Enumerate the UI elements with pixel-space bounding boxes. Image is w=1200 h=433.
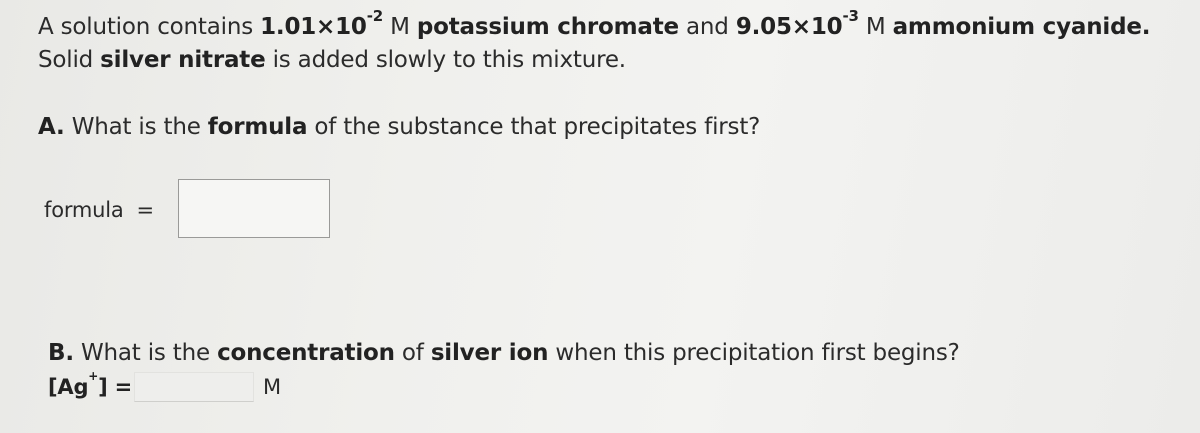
part-b-keyword-2: silver ion — [430, 340, 549, 366]
concentration-2: $9.05\times 10^{-3}$ — [735, 7, 859, 40]
intro-line-2 — [38, 45, 626, 75]
and-text: and — [678, 14, 736, 40]
unit-1: M — [383, 14, 417, 40]
part-a-keyword: formula — [207, 114, 308, 140]
unit-label: M — [263, 375, 281, 399]
formula-label: formula = — [44, 198, 154, 222]
formula-input[interactable] — [178, 179, 330, 238]
added-salt: silver nitrate — [100, 47, 266, 73]
concentration-1: $1.01\times 10^{-2}$ — [260, 7, 384, 40]
salt-1: potassium chromate — [416, 14, 679, 40]
salt-2: ammonium cyanide. — [892, 14, 1151, 40]
unit-2: M — [858, 14, 893, 40]
silver-ion-label: [Ag+] = — [48, 369, 133, 399]
part-a-question: A. What is the formula of the substance that precipitates first? — [38, 114, 761, 140]
part-b-label: B. — [48, 340, 74, 366]
intro-text-2: Solid — [38, 47, 101, 73]
intro-line-1 — [38, 7, 1151, 42]
part-b-question: B. What is the concentration of silver ion when this precipitation first begins? — [48, 340, 960, 366]
part-a-label: A. — [38, 114, 65, 140]
intro-text-3: is added slowly to this mixture. — [265, 47, 626, 73]
part-b-keyword-1: concentration — [217, 340, 395, 366]
silver-ion-concentration-input[interactable] — [134, 372, 254, 402]
intro-text: A solution contains — [38, 14, 261, 40]
